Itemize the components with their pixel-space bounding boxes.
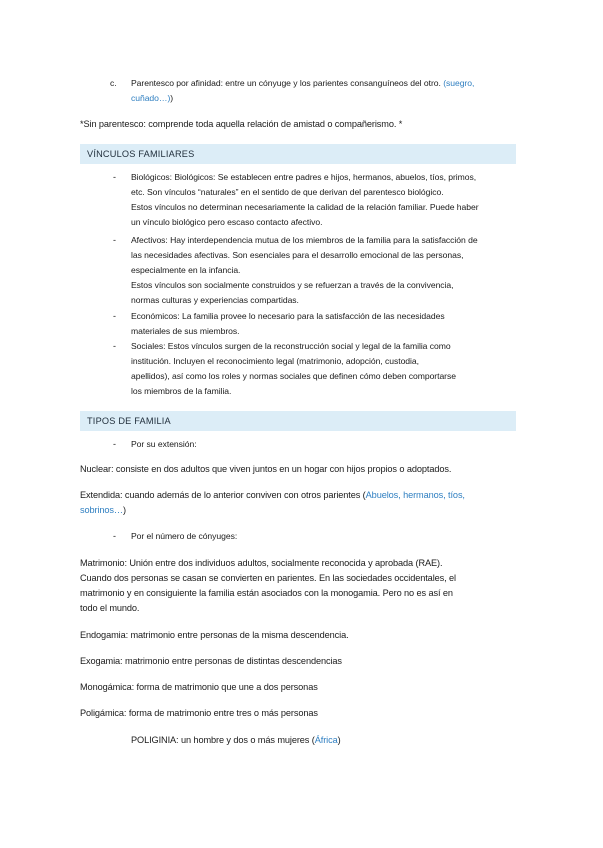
item-c-link2-end: ) <box>170 93 174 103</box>
tipo-extendida-end: ) <box>123 505 126 515</box>
matrimonio-line: matrimonio y en consiguiente la familia están asociados con la monogamia. Pero no es así en <box>80 588 453 598</box>
tipo-poliginia <box>131 735 341 745</box>
vinculo-sociales-line: institución. Incluyen el reconocimiento legal (matrimonio, adopción, custodia, <box>131 356 419 366</box>
tipo-poligamica: Poligámica: forma de matrimonio entre tres o más personas <box>80 708 318 718</box>
tipo-nuclear: Nuclear: consiste en dos adultos que viven juntos en un hogar con hijos propios o adoptados. <box>80 464 452 474</box>
tipo-exogamia: Exogamia: matrimonio entre personas de distintas descendencias <box>80 656 342 666</box>
item-c-line1: Parentesco por afinidad: entre un cónyuge y los parientes consanguíneos del otro. <box>131 78 441 88</box>
vinculo-biologicos-line: un vínculo biológico pero escaso contacto afectivo. <box>131 217 323 227</box>
vinculo-afectivos-line: Estos vínculos son socialmente construidos y se refuerzan a través de la convivencia, <box>131 280 454 290</box>
bullet-dash: - <box>113 439 116 449</box>
vinculo-sociales-line: los miembros de la familia. <box>131 386 232 396</box>
vinculo-biologicos-line: Biológicos: Biológicos: Se establecen entre padres e hijos, hermanos, abuelos, tíos, primos, <box>131 172 477 182</box>
vinculo-economicos-line: Económicos: La familia provee lo necesario para la satisfacción de las necesidades <box>131 311 445 321</box>
tipo-poliginia-link: África <box>314 735 338 745</box>
sin-parentesco-note: *Sin parentesco: comprende toda aquella relación de amistad o compañerismo. * <box>80 119 403 129</box>
tipo-extendida-link2: sobrinos… <box>80 505 124 515</box>
bullet-dash: - <box>113 172 116 182</box>
item-c-link1: (suegro, <box>443 78 475 88</box>
bullet-dash: - <box>113 341 116 351</box>
tipo-poliginia-end: ) <box>337 735 341 745</box>
tipo-monogamica: Monogámica: forma de matrimonio que une a dos personas <box>80 682 318 692</box>
tipo-endogamia: Endogamia: matrimonio entre personas de la misma descendencia. <box>80 630 349 640</box>
tipo-extendida-link1: Abuelos, hermanos, tíos, <box>365 490 465 500</box>
tipo-poliginia-text: POLIGINIA: un hombre y dos o más mujeres ( <box>131 735 315 745</box>
bullet-dash: - <box>113 531 116 541</box>
subheading-por-conyuges: Por el número de cónyuges: <box>131 531 238 541</box>
bullet-dash: - <box>113 311 116 321</box>
section-band-tipos <box>80 411 516 431</box>
vinculo-afectivos-line: normas culturas y experiencias compartidas. <box>131 295 299 305</box>
tipo-extendida-text: Extendida: cuando además de lo anterior conviven con otros parientes ( <box>80 490 366 500</box>
matrimonio-line: Cuando dos personas se casan se convierten en parientes. En las sociedades occidentales, el <box>80 573 456 583</box>
matrimonio-line: Matrimonio: Unión entre dos individuos adultos, socialmente reconocida y aprobada (RAE). <box>80 558 443 568</box>
section-heading-tipos: TIPOS DE FAMILIA <box>87 416 171 426</box>
bullet-dash: - <box>113 235 116 245</box>
section-heading-vinculos: VÍNCULOS FAMILIARES <box>87 149 195 159</box>
vinculo-biologicos-line: etc. Son vínculos “naturales” en el sentido de que derivan del parentesco biológico. <box>131 187 444 197</box>
vinculo-afectivos-line: las necesidades afectivas. Son esenciales para el desarrollo emocional de las personas, <box>131 250 464 260</box>
tipo-extendida <box>80 490 465 500</box>
item-c-link2: cuñado…) <box>131 93 171 103</box>
vinculo-afectivos-line: especialmente en la infancia. <box>131 265 241 275</box>
subheading-por-extension: Por su extensión: <box>131 439 197 449</box>
item-c-text <box>131 78 474 88</box>
vinculo-sociales-line: Sociales: Estos vínculos surgen de la reconstrucción social y legal de la familia como <box>131 341 451 351</box>
section-band-vinculos <box>80 144 516 164</box>
matrimonio-line: todo el mundo. <box>80 603 140 613</box>
vinculo-economicos-line: materiales de sus miembros. <box>131 326 240 336</box>
list-marker-c: c. <box>110 78 117 88</box>
vinculo-afectivos-line: Afectivos: Hay interdependencia mutua de los miembros de la familia para la satisfacción de <box>131 235 478 245</box>
tipo-extendida-line2 <box>80 505 126 515</box>
vinculo-sociales-line: apellidos), así como los roles y normas sociales que definen cómo deben comportarse <box>131 371 456 381</box>
item-c-text-line2 <box>131 93 173 103</box>
vinculo-biologicos-line: Estos vínculos no determinan necesariamente la calidad de la relación familiar. Puede haber <box>131 202 479 212</box>
